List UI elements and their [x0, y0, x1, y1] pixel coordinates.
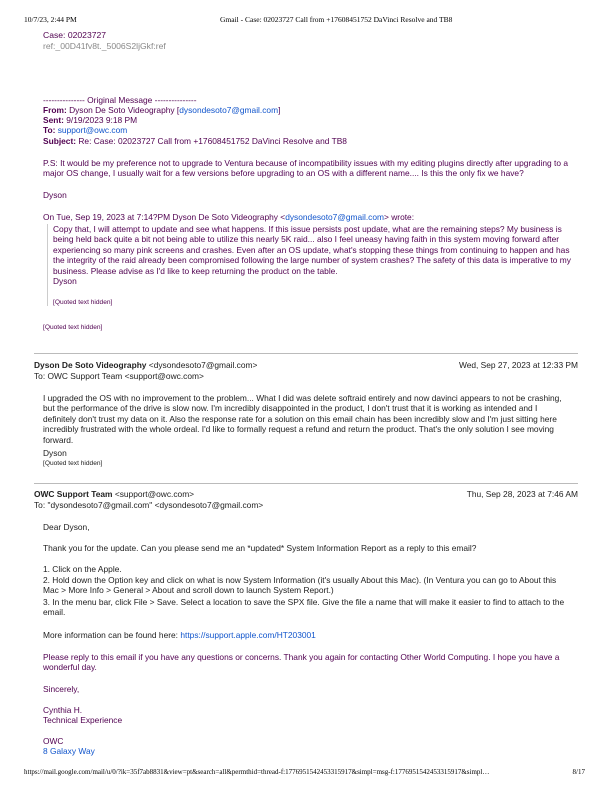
orig-from-email[interactable]: dysondesoto7@gmail.com	[179, 105, 279, 115]
orig-from-close: ]	[278, 105, 281, 115]
message-2-sender-name: OWC Support Team	[34, 489, 113, 499]
orig-from-value: Dyson De Soto Videography [	[69, 105, 180, 115]
quoted-reply-text: Copy that, I will attempt to update and see what happens. If this issue persists post update, what are the remaining steps? My business is being held back quite a bit not being able to utilize this nearly 5K raid... also I feel uneasy having faith in this system moving forward after experiencing so many pink screens and crashes. Even after an OS update, what's stopping these things from continuing to happen and has the integrity of the raid already been compromised following the large number of system crashes? The safety of this data is imperative to my business. Please advise as I'd like to keep returning the product on the table.	[53, 224, 571, 276]
message-2-sincerely: Sincerely,	[43, 684, 80, 694]
quoted-reply-signature: Dyson	[53, 276, 77, 287]
orig-sent-line	[43, 115, 137, 125]
on-wrote-line	[43, 212, 414, 222]
message-2-closing: Please reply to this email if you have any questions or concerns. Thank you again for contacting Other World Computing. I hope you have a wonderful day.	[43, 652, 560, 673]
message-1-body: I upgraded the OS with no improvement to the problem... What I did was delete softraid entirely and now davinci appears to not be crashing, but the performance of the drive is slow now. I'm incredibly disappointed in the product, I don't trust that it is working as intended and I definitely don't trust my data on it. Also the response rate for a solution on this email chain has been incredibly slow and I'm just sitting here incredibly frustrated with the whole ordeal. I'd like to formally request a refund and return the product. That's the only solution I see moving forward.	[43, 393, 562, 445]
orig-from-line	[43, 105, 280, 115]
ps-signature: Dyson	[43, 190, 67, 200]
print-url: https://mail.google.com/mail/u/0/?ik=35f7ab8831&view=pt&search=all&permthid=thread-f:1776951542453315917&simpl=msg-f:1776951542453315917&simpl…	[24, 768, 490, 776]
quoted-text-hidden-toggle-2[interactable]: [Quoted text hidden]	[43, 324, 103, 331]
message-1-to: To: OWC Support Team <support@owc.com>	[34, 371, 204, 381]
print-datetime: 10/7/23, 2:44 PM	[24, 15, 77, 24]
message-2-more-info-link[interactable]: https://support.apple.com/HT203001	[180, 630, 316, 640]
message-2-sender	[34, 489, 194, 499]
message-2-step3: 3. In the menu bar, click File > Save. Select a location to save the SPX file. Give the file a name that will make it easier to find to attach to the email.	[43, 597, 565, 618]
message-1-sender-email: <dysondesoto7@gmail.com>	[148, 360, 258, 370]
message-2-more-info-text: More information can be found here:	[43, 630, 181, 640]
orig-sent-label: Sent:	[43, 115, 64, 125]
orig-subject-label: Subject:	[43, 136, 77, 146]
ref-line: ref:_00D41fv8t._5006S2ljGkf:ref	[43, 41, 166, 51]
print-title: Gmail - Case: 02023727 Call from +17608451752 DaVinci Resolve and TB8	[220, 15, 453, 24]
original-message-separator: --------------- Original Message ---------------	[43, 95, 197, 105]
message-2-sig-address[interactable]: 8 Galaxy Way	[43, 746, 95, 756]
quoted-text-hidden-toggle[interactable]: [Quoted text hidden]	[53, 299, 113, 307]
orig-to-email[interactable]: support@owc.com	[57, 125, 128, 135]
orig-to-label: To:	[43, 125, 56, 135]
message-2-sig-company: OWC	[43, 736, 64, 746]
message-1-sender	[34, 360, 257, 370]
message-2-intro: Thank you for the update. Can you please send me an *updated* System Information Report as a reply to this email?	[43, 543, 477, 553]
message-2-sig-name: Cynthia H.	[43, 705, 83, 715]
message-2-greeting: Dear Dyson,	[43, 522, 90, 532]
quoted-reply-block	[47, 224, 581, 306]
message-2-step2: 2. Hold down the Option key and click on what is now System Information (it's usually About this Mac). (In Ventura you can go to About this Mac > More Info > General > About and scroll down to launch System Report.)	[43, 575, 557, 596]
case-line: Case: 02023727	[43, 30, 107, 40]
orig-subject-line	[43, 136, 347, 146]
message-1-sender-name: Dyson De Soto Videography	[34, 360, 147, 370]
message-2-sender-email: <support@owc.com>	[114, 489, 195, 499]
message-2-to: To: "dysondesoto7@gmail.com" <dysondesoto7@gmail.com>	[34, 500, 264, 510]
on-wrote-email[interactable]: dysondesoto7@gmail.com	[285, 212, 385, 222]
message-1-signature: Dyson	[43, 448, 67, 458]
message-2-date: Thu, Sep 28, 2023 at 7:46 AM	[466, 489, 578, 499]
message-divider	[34, 353, 578, 354]
orig-from-label: From:	[43, 105, 67, 115]
orig-to-line	[43, 125, 127, 135]
orig-sent-value: 9/19/2023 9:18 PM	[66, 115, 138, 125]
on-wrote-suffix: > wrote:	[384, 212, 415, 222]
message-1-date: Wed, Sep 27, 2023 at 12:33 PM	[458, 360, 578, 370]
message-2-sig-title: Technical Experience	[43, 715, 123, 725]
ps-paragraph: P.S: It would be my preference not to upgrade to Ventura because of incompatibility issues with my editing plugins directly after upgrading to a major OS change, I usually wait for a few versions before upgrading to an OS with a different name.... Is this the only fix we have?	[43, 158, 568, 179]
print-page-number: 8/17	[572, 768, 585, 776]
message-1-quoted-hidden[interactable]: [Quoted text hidden]	[43, 460, 103, 467]
orig-subject-value: Re: Case: 02023727 Call from +17608451752 DaVinci Resolve and TB8	[78, 136, 347, 146]
message-2-step1: 1. Click on the Apple.	[43, 564, 122, 574]
message-divider	[34, 483, 578, 484]
message-2-more-info	[43, 630, 316, 640]
on-wrote-prefix: On Tue, Sep 19, 2023 at 7:14?PM Dyson De Soto Videography <	[43, 212, 286, 222]
